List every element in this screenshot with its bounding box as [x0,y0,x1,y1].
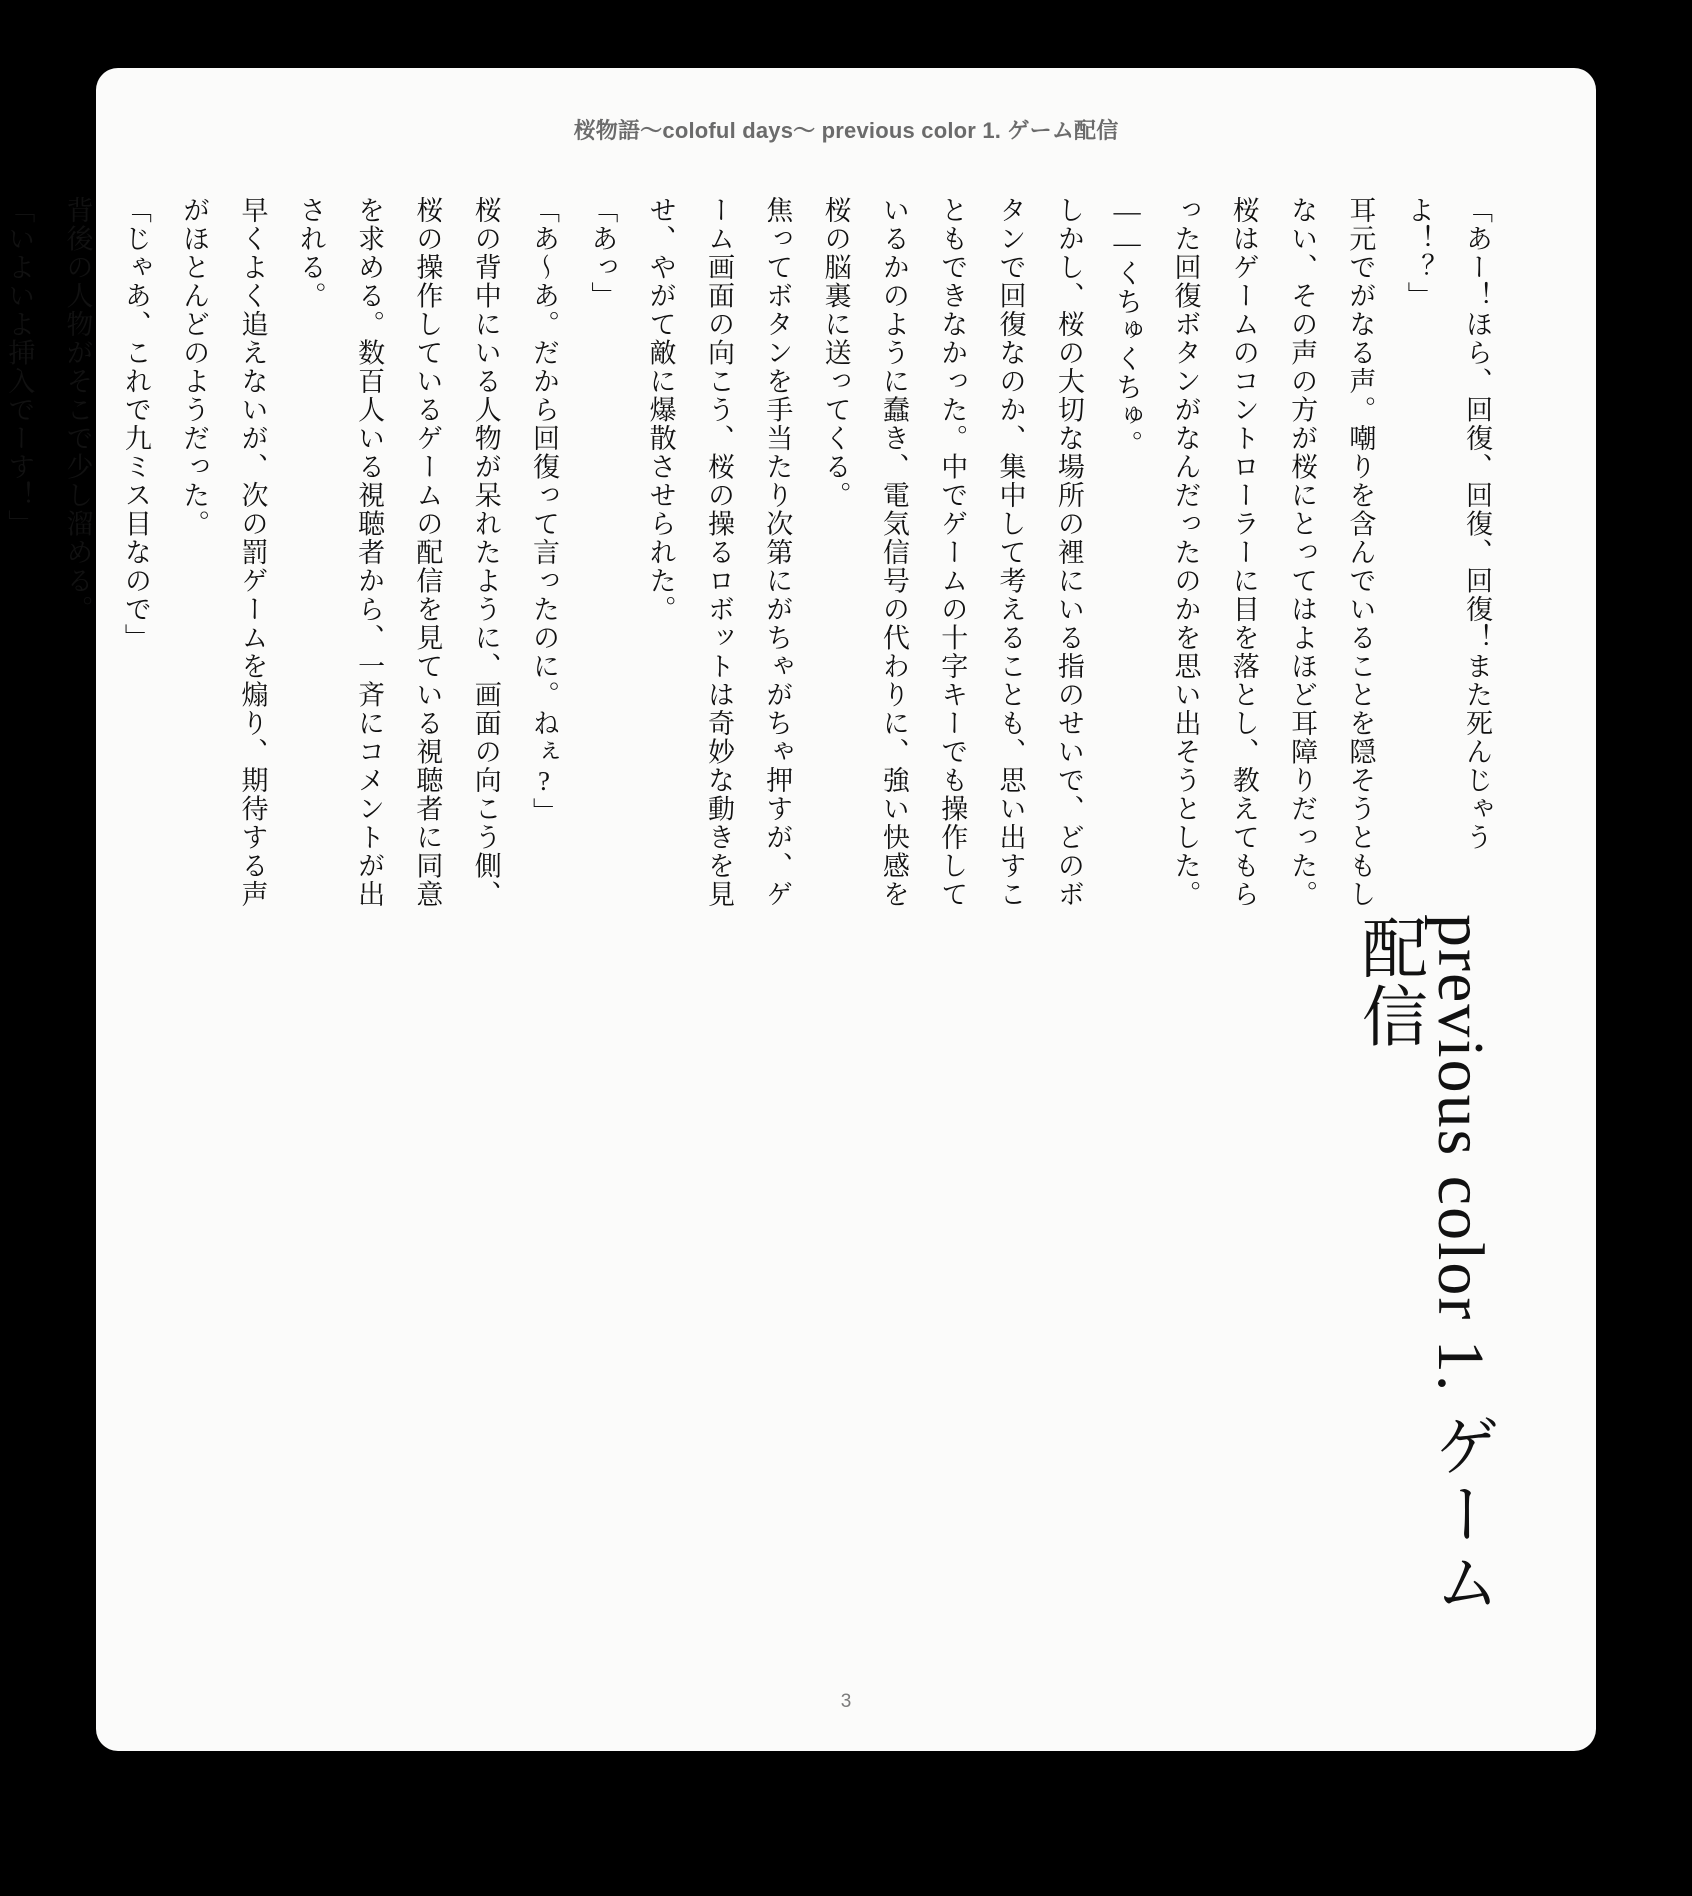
body-paragraph: 「いよいよ挿入でーす！」 [4,196,35,538]
body-paragraph: 背後の人物がそこで少し溜める。 [62,196,93,624]
page-header-title: 桜物語〜coloful days〜 previous color 1. ゲーム配信 [573,118,1119,143]
body-paragraph: 「あ〜あ。だから回復って言ったのに。ねぇ?」 [529,196,559,826]
body-paragraph: 「あー！ほら、回復、回復、回復！また死んじゃうよ！？」 [1403,196,1492,852]
body-paragraph: 焦ってボタンを手当たり次第にがちゃがちゃ押すが、ゲーム画面の向こう、桜の操るロボットは奇妙な動きを見せ、やがて敵に爆散させられた。 [645,196,793,909]
body-paragraph: 桜はゲームのコントローラーに目を落とし、教えてもらった回復ボタンがなんだったのかを思い出そうとした。 [1170,196,1259,909]
body-paragraph: 桜の背中にいる人物が呆れたように、画面の向こう側、桜の操作しているゲームの配信を見ている視聴者に同意を求める。数百人いる視聴者から、一斉にコメントが出される。 [295,196,501,909]
body-paragraph: しかし、桜の大切な場所の裡にいる指のせいで、どのボタンで回復なのか、集中して考えることも、思い出すこともできなかった。中でゲームの十字キーでも操作しているかのように蠢き、電気信号の代わりに、強い快感を桜の脳裏に送ってくる。 [820,196,1084,909]
body-paragraph: 早くよく追えないが、次の罰ゲームを煽り、期待する声がほとんどのようだった。 [179,196,268,909]
document-page [4,68,1596,1751]
body-text [0,196,1506,914]
body-paragraph: 耳元でがなる声。嘲りを含んでいることを隠そうともしない、その声の方が桜にとってはよほど耳障りだった。 [1287,196,1376,909]
body-paragraph: ――くちゅくちゅ。 [1112,196,1143,459]
chapter-title: previous color 1. ゲーム配信 [1351,913,1497,1616]
body-paragraph: 「じゃあ、これで九ミス目なので」 [120,196,151,652]
body-paragraph: 「あっ」 [587,196,618,310]
page-number: 3 [840,1691,852,1712]
vertical-text-area [4,196,1506,1631]
